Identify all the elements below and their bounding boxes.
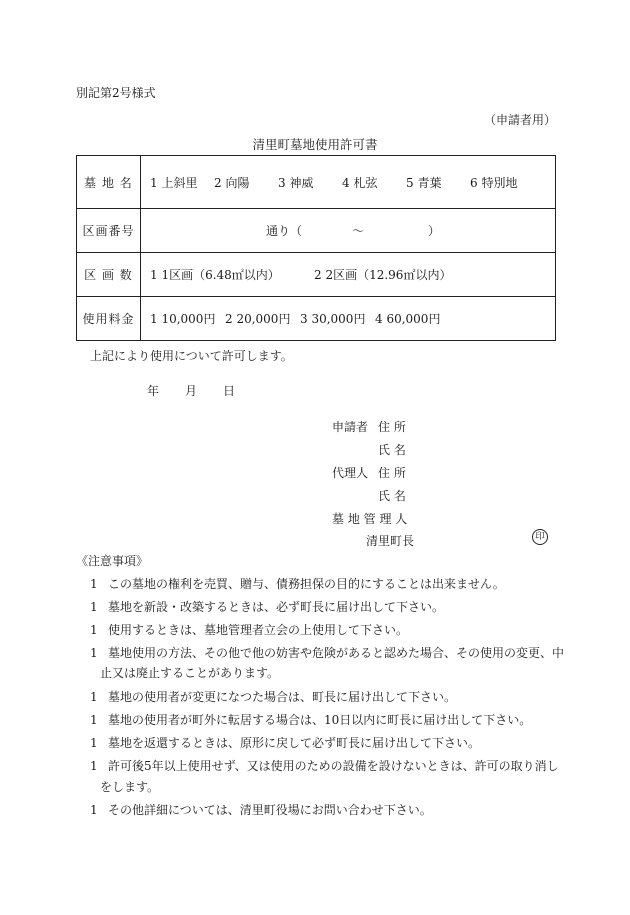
cemetery-option: 6 特別地 (470, 175, 518, 190)
close-paren: ） (428, 224, 441, 238)
permit-table (76, 155, 556, 341)
note-text: 墓地の使用者が町外に転居する場合は、10日以内に町長に届け出して下さい。 (108, 713, 532, 727)
note-item (90, 734, 480, 751)
month-label: 月 (185, 384, 198, 398)
note-number: 1 (90, 736, 98, 750)
note-number: 1 (90, 690, 98, 704)
note-text: その他詳細については、清里町役場にお問い合わせ下さい。 (108, 803, 432, 817)
applicant-label: 申請者 (332, 420, 369, 434)
cemetery-option: 3 神威 (278, 175, 314, 190)
cemetery-option: 1 上斜里 (150, 175, 198, 190)
note-text: 使用するときは、墓地管理者立会の上使用して下さい。 (108, 623, 409, 637)
note-item (90, 801, 432, 818)
day-label: 日 (223, 384, 236, 398)
copy-type-label: （申請者用） (484, 113, 557, 127)
fee-options (141, 297, 556, 341)
note-item (90, 575, 505, 592)
note-text: この墓地の権利を売買、贈与、債務担保の目的にすることは出来ません。 (108, 577, 505, 591)
note-text: 墓地を新設・改築するときは、必ず町長に届け出して下さい。 (108, 600, 445, 614)
note-text: 墓地を返還するときは、原形に戻して必ず町長に届け出して下さい。 (108, 736, 481, 750)
note-item (90, 757, 559, 774)
mayor-label: 清里町長 (366, 534, 415, 548)
note-number: 1 (90, 623, 98, 637)
cemetery-option: 4 札弦 (342, 175, 378, 190)
seal-mark: 印 (532, 529, 548, 545)
note-continuation: 止又は廃止することがあります。 (100, 666, 280, 680)
agent-address-label: 住 所 (378, 466, 406, 480)
cemetery-option: 5 青葉 (406, 175, 442, 190)
street-prefix: 通り（ (266, 224, 303, 238)
table-row-plot-number (77, 209, 556, 253)
note-number: 1 (90, 803, 98, 817)
plot-count-option: 2 2区画（12.96㎡以内） (314, 268, 452, 282)
applicant-name-label: 氏 名 (378, 443, 406, 457)
note-number: 1 (90, 577, 98, 591)
note-text: 許可後5年以上使用せず、又は使用のための設備を設けないときは、許可の取り消し (108, 759, 559, 773)
note-number: 1 (90, 759, 98, 773)
note-text: 墓地使用の方法、その他で他の妨害や危険があると認めた場合、その使用の変更、中 (108, 646, 565, 660)
fee-option: 3 30,000円 (300, 312, 366, 326)
table-row-fee (77, 297, 556, 341)
agent-label: 代理人 (332, 466, 369, 480)
note-number: 1 (90, 600, 98, 614)
note-item (90, 711, 531, 728)
note-item (90, 598, 444, 615)
table-row-plot-count (77, 253, 556, 297)
cemetery-name-header: 墓 地 名 (77, 156, 141, 209)
fee-option: 2 20,000円 (225, 312, 291, 326)
document-title: 清里町墓地使用許可書 (252, 137, 378, 152)
applicant-address-label: 住 所 (378, 420, 406, 434)
note-item (90, 644, 564, 661)
cemetery-options (141, 156, 556, 209)
year-label: 年 (147, 384, 160, 398)
note-text: 墓地の使用者が変更になつた場合は、町長に届け出して下さい。 (108, 690, 457, 704)
range-tilde: 〜 (352, 224, 365, 238)
note-number: 1 (90, 713, 98, 727)
fee-option: 4 60,000円 (375, 312, 441, 326)
plot-count-header: 区 画 数 (77, 253, 141, 297)
plot-count-option: 1 1区画（6.48㎡以内） (150, 268, 280, 282)
fee-option: 1 10,000円 (150, 312, 216, 326)
plot-count-options (141, 253, 556, 297)
note-continuation: をします。 (100, 780, 160, 794)
agent-name-label: 氏 名 (378, 489, 406, 503)
fee-header: 使用料金 (77, 297, 141, 341)
cemetery-manager-label: 墓 地 管 理 人 (332, 512, 408, 526)
note-number: 1 (90, 646, 98, 660)
notes-heading: 《注意事項》 (76, 554, 149, 568)
note-item (90, 688, 456, 705)
cemetery-option: 2 向陽 (214, 175, 250, 190)
plot-number-value (141, 209, 556, 253)
plot-number-header: 区画番号 (77, 209, 141, 253)
note-item (90, 621, 408, 638)
form-number-label: 別記第2号様式 (76, 86, 156, 100)
table-row-cemetery (77, 156, 556, 209)
permit-statement: 上記により使用について許可します。 (90, 349, 293, 363)
date-line (147, 382, 235, 399)
